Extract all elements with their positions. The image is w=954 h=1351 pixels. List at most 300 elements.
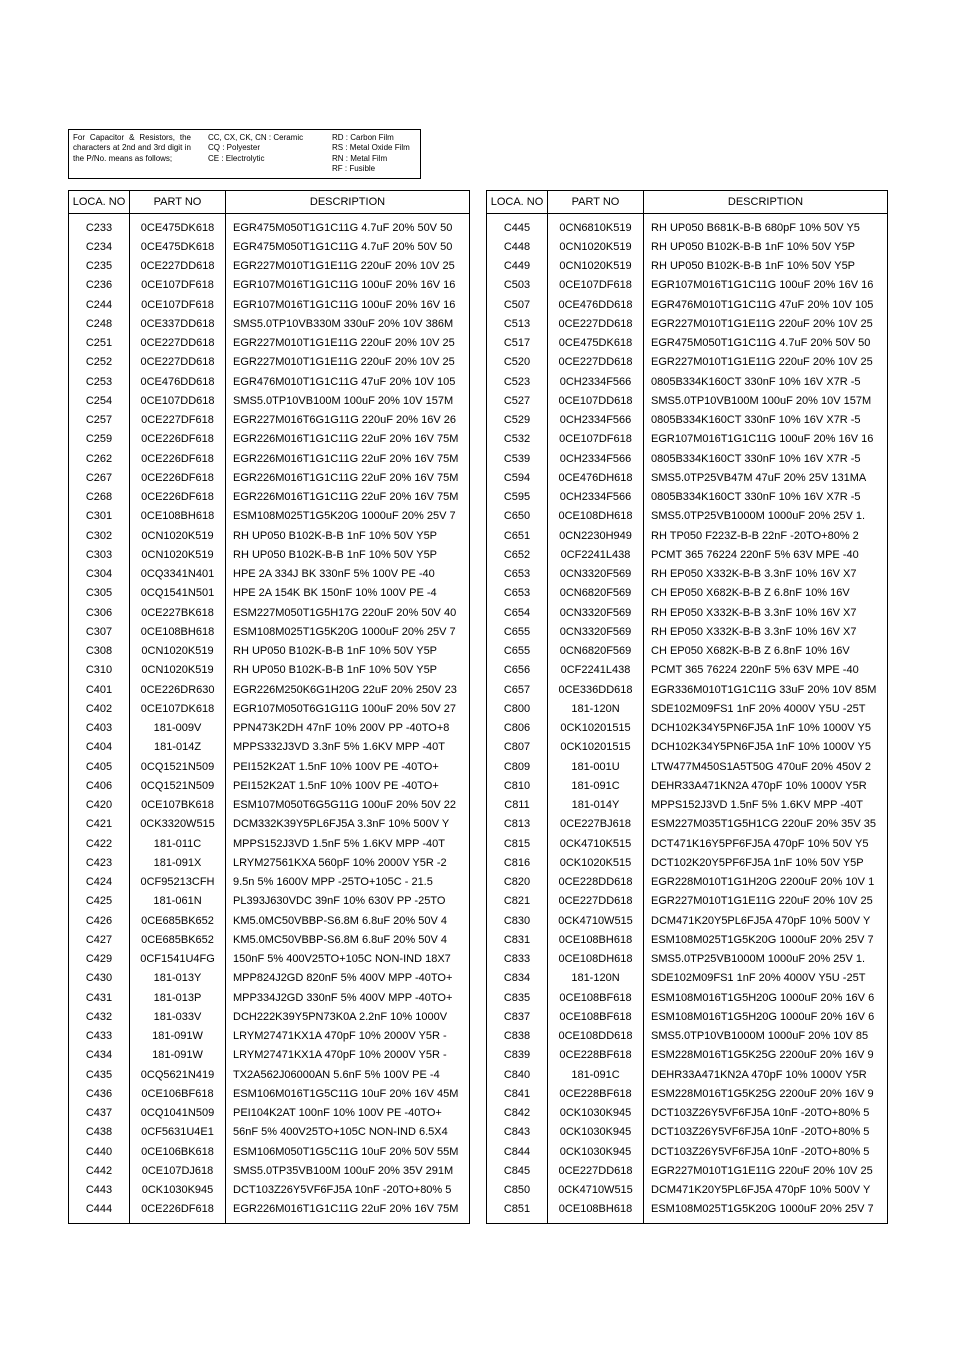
cell-part-no: 0CE108BF618 (548, 1007, 644, 1026)
legend-box (68, 129, 421, 179)
cell-part-no: 0CE228DD618 (548, 873, 644, 892)
cell-loca-no: C513 (487, 314, 548, 333)
cell-part-no: 0CE106BK618 (130, 1142, 226, 1161)
cell-description: RH UP050 B102K-B-B 1nF 10% 50V Y5P (226, 526, 470, 545)
legend-item: CE : Electrolytic (208, 153, 265, 163)
cell-description: ESM108M016T1G5H20G 1000uF 20% 16V 6 (644, 988, 888, 1007)
header-description: DESCRIPTION (226, 191, 470, 214)
cell-description: DCT471K16Y5PF6FJ5A 470pF 10% 50V Y5 (644, 834, 888, 853)
cell-loca-no: C842 (487, 1104, 548, 1123)
parts-table-right (486, 190, 888, 1224)
cell-description: RH UP050 B102K-B-B 1nF 10% 50V Y5P (644, 257, 888, 276)
cell-description: EGR476M010T1G1C11G 47uF 20% 10V 105 (226, 372, 470, 391)
cell-part-no: 0CF5631U4E1 (130, 1123, 226, 1142)
cell-description: EGR107M016T1G1C11G 100uF 20% 16V 16 (226, 276, 470, 295)
table-row (69, 930, 470, 949)
cell-part-no: 0CE108BH618 (548, 930, 644, 949)
cell-description: MPPS152J3VD 1.5nF 5% 1.6KV MPP -40T (226, 834, 470, 853)
cell-part-no: 0CE475DK618 (130, 214, 226, 238)
cell-part-no: 181-033V (130, 1007, 226, 1026)
table-row (69, 738, 470, 757)
cell-loca-no: C244 (69, 295, 130, 314)
cell-part-no: 0CN3320F569 (548, 603, 644, 622)
cell-description: KM5.0MC50VBBP-S6.8M 6.8uF 20% 50V 4 (226, 911, 470, 930)
cell-part-no: 0CF2241L438 (548, 661, 644, 680)
cell-description: SMS5.0TP10VB100M 100uF 20% 10V 157M (226, 391, 470, 410)
cell-part-no: 0CN1020K519 (130, 545, 226, 564)
cell-description: SMS5.0TP25VB47M 47uF 20% 25V 131MA (644, 468, 888, 487)
cell-loca-no: C527 (487, 391, 548, 410)
cell-description: EGR107M016T1G1C11G 100uF 20% 16V 16 (644, 276, 888, 295)
cell-loca-no: C656 (487, 661, 548, 680)
cell-description: EGR226M016T1G1C11G 22uF 20% 16V 75M (226, 449, 470, 468)
table-row (69, 988, 470, 1007)
cell-loca-no: C651 (487, 526, 548, 545)
cell-loca-no: C840 (487, 1065, 548, 1084)
table-row (487, 1065, 888, 1084)
legend-item: RS : Metal Oxide Film (332, 143, 410, 153)
table-row (487, 468, 888, 487)
cell-loca-no: C262 (69, 449, 130, 468)
cell-loca-no: C654 (487, 603, 548, 622)
cell-description: MPPS332J3VD 3.3nF 5% 1.6KV MPP -40T (226, 738, 470, 757)
table-row (69, 1007, 470, 1026)
table-row (69, 1027, 470, 1046)
table-row (487, 257, 888, 276)
cell-loca-no: C401 (69, 680, 130, 699)
legend-item: RF : Fusible (332, 163, 376, 173)
cell-loca-no: C420 (69, 796, 130, 815)
table-row (487, 214, 888, 238)
cell-loca-no: C813 (487, 815, 548, 834)
cell-part-no: 0CE226DF618 (130, 468, 226, 487)
cell-description: PCMT 365 76224 220nF 5% 63V MPE -40 (644, 545, 888, 564)
cell-description: ESM108M025T1G5K20G 1000uF 20% 25V 7 (644, 1200, 888, 1224)
cell-description: ESM107M050T6G5G11G 100uF 20% 50V 22 (226, 796, 470, 815)
table-row (69, 468, 470, 487)
cell-part-no: 0CH2334F566 (548, 411, 644, 430)
cell-description: 9.5n 5% 1600V MPP -25TO+105C - 21.5 (226, 873, 470, 892)
cell-loca-no: C806 (487, 719, 548, 738)
cell-description: DCM471K20Y5PL6FJ5A 470pF 10% 500V Y (644, 1181, 888, 1200)
table-row (487, 411, 888, 430)
cell-loca-no: C507 (487, 295, 548, 314)
cell-loca-no: C810 (487, 776, 548, 795)
cell-loca-no: C425 (69, 892, 130, 911)
cell-part-no: 0CE227DD618 (130, 257, 226, 276)
cell-description: EGR226M016T1G1C11G 22uF 20% 16V 75M (226, 488, 470, 507)
table-row (487, 757, 888, 776)
cell-part-no: 0CE108BF618 (548, 988, 644, 1007)
cell-description: RH TP050 F223Z-B-B 22nF -20TO+80% 2 (644, 526, 888, 545)
table-row (69, 1123, 470, 1142)
table-row (487, 661, 888, 680)
cell-loca-no: C800 (487, 699, 548, 718)
cell-description: RH EP050 X332K-B-B 3.3nF 10% 16V X7 (644, 603, 888, 622)
cell-loca-no: C850 (487, 1181, 548, 1200)
cell-part-no: 181-091C (548, 776, 644, 795)
table-row (69, 353, 470, 372)
cell-description: ESM227M035T1G5H1CG 220uF 20% 35V 35 (644, 815, 888, 834)
cell-loca-no: C449 (487, 257, 548, 276)
cell-part-no: 181-091W (130, 1027, 226, 1046)
cell-description: LRYM27471KX1A 470pF 10% 2000V Y5R - (226, 1046, 470, 1065)
table-row (487, 719, 888, 738)
cell-part-no: 0CK1030K945 (130, 1181, 226, 1200)
cell-description: EGR336M010T1G1C11G 33uF 20% 10V 85M (644, 680, 888, 699)
table-row (69, 1142, 470, 1161)
cell-loca-no: C448 (487, 237, 548, 256)
table-row (69, 488, 470, 507)
cell-description: EGR226M016T1G1C11G 22uF 20% 16V 75M (226, 430, 470, 449)
cell-part-no: 0CE107DF618 (130, 295, 226, 314)
cell-loca-no: C424 (69, 873, 130, 892)
cell-description: MPP824J2GD 820nF 5% 400V MPP -40TO+ (226, 969, 470, 988)
cell-loca-no: C235 (69, 257, 130, 276)
cell-loca-no: C422 (69, 834, 130, 853)
cell-part-no: 0CF95213CFH (130, 873, 226, 892)
legend-item: CC, CX, CK, CN : Ceramic (208, 133, 304, 142)
table-row (487, 1161, 888, 1180)
cell-part-no: 0CF1541U4FG (130, 950, 226, 969)
cell-description: 0805B334K160CT 330nF 10% 16V X7R -5 (644, 372, 888, 391)
cell-loca-no: C655 (487, 622, 548, 641)
cell-description: MPPS152J3VD 1.5nF 5% 1.6KV MPP -40T (644, 796, 888, 815)
cell-part-no: 0CN6820F569 (548, 642, 644, 661)
cell-part-no: 181-001U (548, 757, 644, 776)
cell-loca-no: C532 (487, 430, 548, 449)
cell-description: EGR227M016T6G1G11G 220uF 20% 16V 26 (226, 411, 470, 430)
cell-loca-no: C427 (69, 930, 130, 949)
table-row (487, 1007, 888, 1026)
cell-description: PCMT 365 76224 220nF 5% 63V MPE -40 (644, 661, 888, 680)
cell-description: DCH222K39Y5PN73K0A 2.2nF 10% 1000V (226, 1007, 470, 1026)
cell-loca-no: C833 (487, 950, 548, 969)
cell-part-no: 0CE685BK652 (130, 930, 226, 949)
cell-loca-no: C841 (487, 1084, 548, 1103)
cell-loca-no: C403 (69, 719, 130, 738)
cell-description: 150nF 5% 400V25TO+105C NON-IND 18X7 (226, 950, 470, 969)
table-row (487, 796, 888, 815)
cell-loca-no: C653 (487, 584, 548, 603)
cell-part-no: 0CE107DF618 (130, 276, 226, 295)
table-row (487, 738, 888, 757)
cell-part-no: 181-013Y (130, 969, 226, 988)
legend-item: RN : Metal Film (332, 153, 388, 163)
cell-loca-no: C811 (487, 796, 548, 815)
cell-loca-no: C303 (69, 545, 130, 564)
cell-description: 0805B334K160CT 330nF 10% 16V X7R -5 (644, 411, 888, 430)
legend-note (73, 133, 191, 164)
cell-part-no: 0CE108DH618 (548, 950, 644, 969)
legend-resistor-types (332, 133, 410, 174)
cell-part-no: 0CE226DF618 (130, 488, 226, 507)
table-row (69, 815, 470, 834)
cell-part-no: 0CN3320F569 (548, 622, 644, 641)
cell-loca-no: C433 (69, 1027, 130, 1046)
cell-description: PEI152K2AT 1.5nF 10% 100V PE -40TO+ (226, 757, 470, 776)
table-row (69, 1181, 470, 1200)
cell-loca-no: C816 (487, 853, 548, 872)
cell-loca-no: C831 (487, 930, 548, 949)
parts-table-left (68, 190, 470, 1224)
cell-loca-no: C248 (69, 314, 130, 333)
cell-part-no: 181-120N (548, 969, 644, 988)
cell-part-no: 181-091X (130, 853, 226, 872)
table-row (69, 545, 470, 564)
cell-loca-no: C301 (69, 507, 130, 526)
cell-description: DEHR33A471KN2A 470pF 10% 1000V Y5R (644, 1065, 888, 1084)
cell-part-no: 0CE226DF618 (130, 449, 226, 468)
table-row (69, 661, 470, 680)
cell-loca-no: C443 (69, 1181, 130, 1200)
cell-loca-no: C517 (487, 334, 548, 353)
cell-part-no: 181-014Y (548, 796, 644, 815)
cell-loca-no: C423 (69, 853, 130, 872)
cell-part-no: 0CN1020K519 (130, 642, 226, 661)
cell-description: DCM332K39Y5PL6FJ5A 3.3nF 10% 500V Y (226, 815, 470, 834)
cell-part-no: 0CN1020K519 (130, 526, 226, 545)
cell-part-no: 0CE227BK618 (130, 603, 226, 622)
cell-part-no: 0CE228BF618 (548, 1046, 644, 1065)
table-row (69, 853, 470, 872)
cell-part-no: 0CN2230H949 (548, 526, 644, 545)
cell-description: SMS5.0TP10VB1000M 1000uF 20% 10V 85 (644, 1027, 888, 1046)
table-row (487, 430, 888, 449)
cell-loca-no: C268 (69, 488, 130, 507)
cell-loca-no: C402 (69, 699, 130, 718)
cell-part-no: 0CE107DF618 (548, 276, 644, 295)
table-row (69, 603, 470, 622)
cell-part-no: 0CQ1541N501 (130, 584, 226, 603)
header-part-no: PART NO (130, 191, 226, 214)
table-header-row (69, 191, 470, 214)
cell-part-no: 0CE475DK618 (548, 334, 644, 353)
table-row (487, 988, 888, 1007)
cell-part-no: 0CE227BJ618 (548, 815, 644, 834)
table-row (487, 565, 888, 584)
cell-description: EGR227M010T1G1E11G 220uF 20% 10V 25 (226, 257, 470, 276)
cell-description: EGR227M010T1G1E11G 220uF 20% 10V 25 (644, 314, 888, 333)
cell-description: RH UP050 B102K-B-B 1nF 10% 50V Y5P (226, 642, 470, 661)
cell-description: RH UP050 B681K-B-B 680pF 10% 50V Y5 (644, 214, 888, 238)
cell-description: MPP334J2GD 330nF 5% 400V MPP -40TO+ (226, 988, 470, 1007)
cell-loca-no: C234 (69, 237, 130, 256)
cell-loca-no: C406 (69, 776, 130, 795)
table-row (487, 314, 888, 333)
table-row (487, 391, 888, 410)
table-row (69, 214, 470, 238)
cell-description: EGR476M010T1G1C11G 47uF 20% 10V 105 (644, 295, 888, 314)
cell-part-no: 0CE226DF618 (130, 430, 226, 449)
cell-loca-no: C821 (487, 892, 548, 911)
cell-description: ESM228M016T1G5K25G 2200uF 20% 16V 9 (644, 1084, 888, 1103)
cell-part-no: 0CE108DH618 (548, 507, 644, 526)
cell-loca-no: C657 (487, 680, 548, 699)
cell-part-no: 0CE108BH618 (130, 507, 226, 526)
cell-loca-no: C440 (69, 1142, 130, 1161)
cell-loca-no: C405 (69, 757, 130, 776)
table-row (487, 1123, 888, 1142)
table-row (69, 680, 470, 699)
cell-part-no: 0CE107DJ618 (130, 1161, 226, 1180)
cell-loca-no: C259 (69, 430, 130, 449)
table-row (69, 565, 470, 584)
table-row (487, 834, 888, 853)
table-row (69, 699, 470, 718)
cell-description: ESM108M025T1G5K20G 1000uF 20% 25V 7 (644, 930, 888, 949)
cell-description: ESM106M016T1G5C11G 10uF 20% 16V 45M (226, 1084, 470, 1103)
table-row (69, 391, 470, 410)
table-row (69, 295, 470, 314)
cell-description: DEHR33A471KN2A 470pF 10% 1000V Y5R (644, 776, 888, 795)
cell-description: SDE102M09FS1 1nF 20% 4000V Y5U -25T (644, 969, 888, 988)
cell-loca-no: C429 (69, 950, 130, 969)
table-row (69, 622, 470, 641)
cell-description: PPN473K2DH 47nF 10% 200V PP -40TO+8 (226, 719, 470, 738)
cell-description: EGR227M010T1G1E11G 220uF 20% 10V 25 (644, 892, 888, 911)
cell-description: SMS5.0TP10VB100M 100uF 20% 10V 157M (644, 391, 888, 410)
cell-part-no: 0CK4710K515 (548, 834, 644, 853)
cell-part-no: 0CE106BF618 (130, 1084, 226, 1103)
cell-part-no: 0CE337DD618 (130, 314, 226, 333)
cell-loca-no: C251 (69, 334, 130, 353)
table-row (487, 372, 888, 391)
cell-part-no: 0CK4710W515 (548, 1181, 644, 1200)
cell-loca-no: C305 (69, 584, 130, 603)
table-row (487, 911, 888, 930)
cell-loca-no: C843 (487, 1123, 548, 1142)
cell-description: EGR226M016T1G1C11G 22uF 20% 16V 75M (226, 1200, 470, 1224)
cell-description: SMS5.0TP25VB1000M 1000uF 20% 25V 1. (644, 950, 888, 969)
cell-loca-no: C257 (69, 411, 130, 430)
cell-description: EGR107M016T1G1C11G 100uF 20% 16V 16 (644, 430, 888, 449)
header-loca-no: LOCA. NO (487, 191, 548, 214)
cell-part-no: 0CE227DF618 (130, 411, 226, 430)
cell-part-no: 0CN3320F569 (548, 565, 644, 584)
cell-part-no: 0CF2241L438 (548, 545, 644, 564)
cell-description: EGR227M010T1G1E11G 220uF 20% 10V 25 (226, 334, 470, 353)
cell-part-no: 0CK10201515 (548, 719, 644, 738)
table-row (487, 1142, 888, 1161)
cell-loca-no: C426 (69, 911, 130, 930)
table-row (487, 507, 888, 526)
cell-loca-no: C839 (487, 1046, 548, 1065)
cell-loca-no: C837 (487, 1007, 548, 1026)
cell-description: DCH102K34Y5PN6FJ5A 1nF 10% 1000V Y5 (644, 719, 888, 738)
cell-description: 0805B334K160CT 330nF 10% 16V X7R -5 (644, 488, 888, 507)
cell-description: EGR227M010T1G1E11G 220uF 20% 10V 25 (644, 353, 888, 372)
table-row (69, 1084, 470, 1103)
table-row (487, 680, 888, 699)
table-row (69, 1104, 470, 1123)
cell-description: HPE 2A 154K BK 150nF 10% 100V PE -4 (226, 584, 470, 603)
cell-description: ESM108M025T1G5K20G 1000uF 20% 25V 7 (226, 622, 470, 641)
cell-loca-no: C302 (69, 526, 130, 545)
cell-loca-no: C438 (69, 1123, 130, 1142)
cell-description: KM5.0MC50VBBP-S6.8M 6.8uF 20% 50V 4 (226, 930, 470, 949)
cell-part-no: 0CE107DK618 (130, 699, 226, 718)
cell-description: DCT103Z26Y5VF6FJ5A 10nF -20TO+80% 5 (226, 1181, 470, 1200)
cell-loca-no: C254 (69, 391, 130, 410)
cell-description: DCT103Z26Y5VF6FJ5A 10nF -20TO+80% 5 (644, 1123, 888, 1142)
cell-description: ESM108M025T1G5K20G 1000uF 20% 25V 7 (226, 507, 470, 526)
cell-description: 0805B334K160CT 330nF 10% 16V X7R -5 (644, 449, 888, 468)
cell-loca-no: C845 (487, 1161, 548, 1180)
cell-part-no: 0CE476DH618 (548, 468, 644, 487)
cell-part-no: 181-091C (548, 1065, 644, 1084)
table-row (69, 526, 470, 545)
table-row (487, 930, 888, 949)
table-row (69, 257, 470, 276)
table-row (69, 969, 470, 988)
cell-loca-no: C809 (487, 757, 548, 776)
table-row (487, 776, 888, 795)
cell-description: CH EP050 X682K-B-B Z 6.8nF 10% 16V (644, 584, 888, 603)
cell-part-no: 181-120N (548, 699, 644, 718)
cell-part-no: 0CK1030K945 (548, 1142, 644, 1161)
table-row (487, 950, 888, 969)
table-row (487, 1181, 888, 1200)
cell-description: RH EP050 X332K-B-B 3.3nF 10% 16V X7 (644, 565, 888, 584)
cell-loca-no: C233 (69, 214, 130, 238)
cell-part-no: 0CE227DD618 (548, 892, 644, 911)
table-row (69, 834, 470, 853)
cell-part-no: 0CK1030K945 (548, 1123, 644, 1142)
legend-item: RD : Carbon Film (332, 133, 394, 142)
table-row (487, 622, 888, 641)
table-row (69, 449, 470, 468)
cell-part-no: 0CK4710W515 (548, 911, 644, 930)
cell-loca-no: C820 (487, 873, 548, 892)
table-row (69, 1161, 470, 1180)
header-part-no: PART NO (548, 191, 644, 214)
cell-part-no: 0CQ1521N509 (130, 776, 226, 795)
legend-item: CQ : Polyester (208, 143, 261, 153)
cell-loca-no: C838 (487, 1027, 548, 1046)
cell-part-no: 0CE107DD618 (130, 391, 226, 410)
cell-loca-no: C307 (69, 622, 130, 641)
cell-loca-no: C304 (69, 565, 130, 584)
cell-description: EGR228M010T1G1H20G 2200uF 20% 10V 1 (644, 873, 888, 892)
cell-part-no: 0CE227DD618 (548, 1161, 644, 1180)
table-header-row (487, 191, 888, 214)
cell-loca-no: C523 (487, 372, 548, 391)
cell-part-no: 0CH2334F566 (548, 488, 644, 507)
table-row (69, 950, 470, 969)
cell-description: RH EP050 X332K-B-B 3.3nF 10% 16V X7 (644, 622, 888, 641)
table-row (487, 642, 888, 661)
cell-loca-no: C539 (487, 449, 548, 468)
cell-description: LTW477M450S1A5T50G 470uF 20% 450V 2 (644, 757, 888, 776)
table-row (69, 372, 470, 391)
cell-description: LRYM27471KX1A 470pF 10% 2000V Y5R - (226, 1027, 470, 1046)
cell-description: DCT102K20Y5PF6FJ5A 1nF 10% 50V Y5P (644, 853, 888, 872)
cell-loca-no: C594 (487, 468, 548, 487)
table-row (487, 295, 888, 314)
cell-loca-no: C442 (69, 1161, 130, 1180)
table-row (487, 873, 888, 892)
cell-loca-no: C437 (69, 1104, 130, 1123)
cell-loca-no: C435 (69, 1065, 130, 1084)
cell-description: EGR226M250K6G1H20G 22uF 20% 250V 23 (226, 680, 470, 699)
cell-part-no: 0CE226DF618 (130, 1200, 226, 1224)
legend-note-text: For Capacitor & Resistors, the characters at 2nd and 3rd digit in the P/No. means as follows; (73, 133, 191, 163)
cell-part-no: 0CQ3341N401 (130, 565, 226, 584)
legend-capacitor-types (208, 133, 303, 164)
cell-part-no: 0CE476DD618 (130, 372, 226, 391)
table-row (69, 1046, 470, 1065)
